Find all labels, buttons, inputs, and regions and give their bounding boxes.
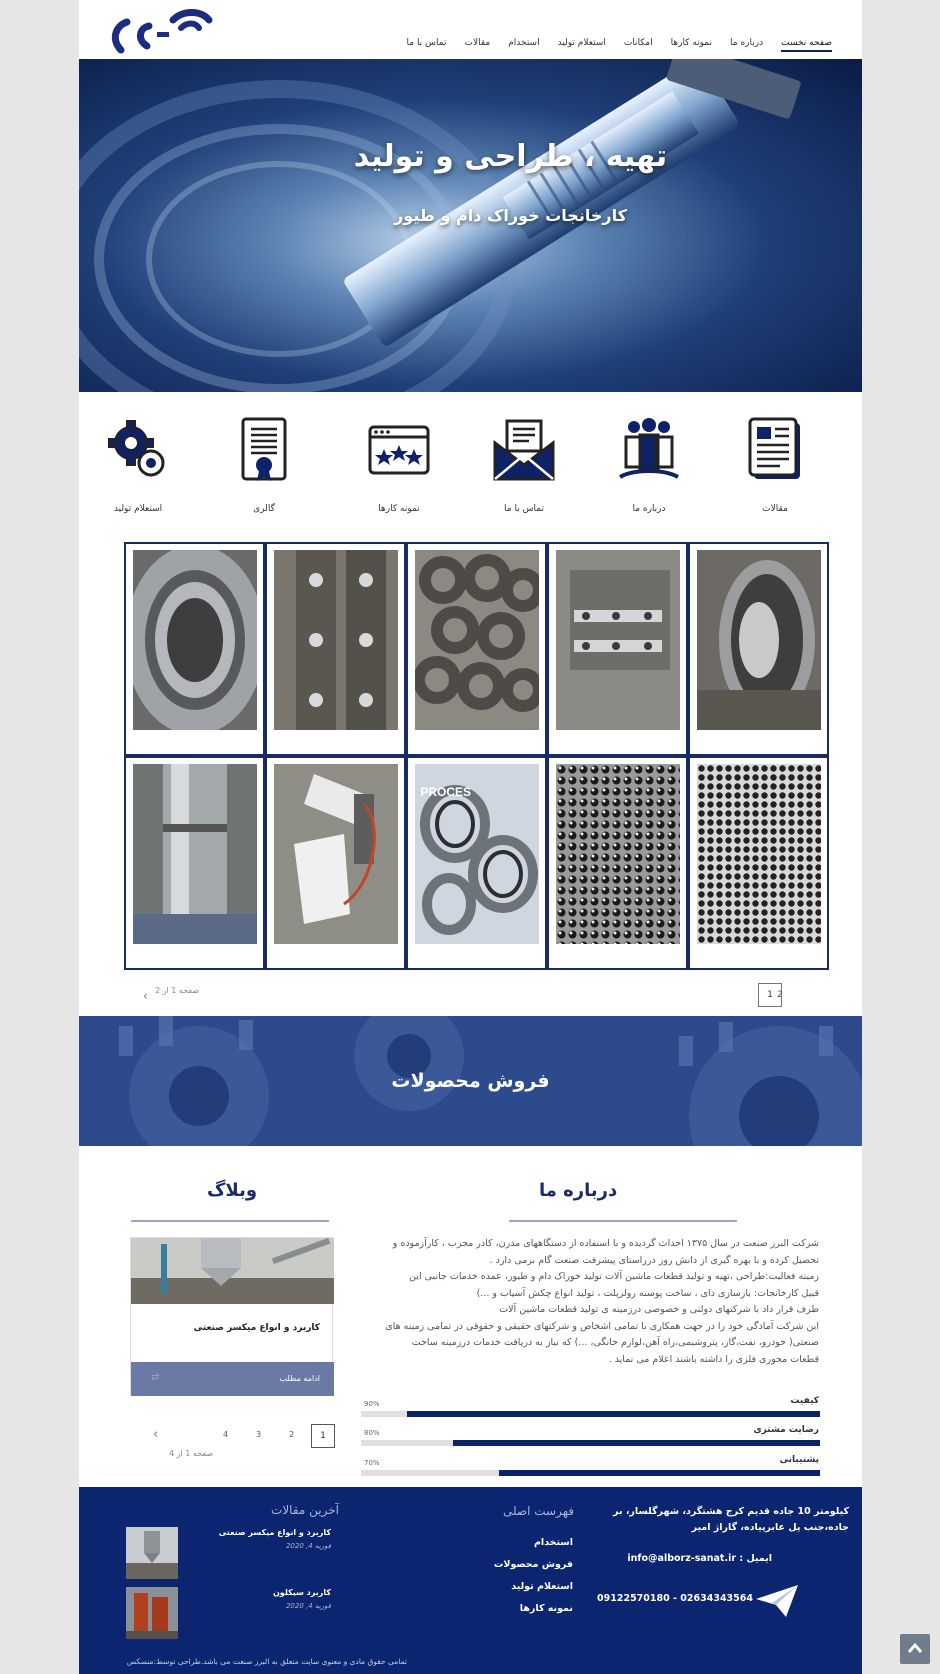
service-label: مقالات [762,504,788,514]
hero-subtitle: کارخانجات خوراک دام و طیور [394,206,627,225]
chevron-up-icon [900,1634,930,1664]
footer-address: کیلومتر 10 جاده قدیم کرج هشتگرد، شهرگلسار، بر جاده،جنب پل عابرپیاده، گاراژ امیر [613,1506,849,1533]
footer-post-date: فوریه 4, 2020 [285,1542,331,1550]
team-icon [614,415,684,485]
footer-link-production-inquiry[interactable]: استعلام تولید [511,1581,573,1592]
envelope-icon [489,415,559,485]
service-label: درباره ما [632,504,666,514]
about-text [359,1236,819,1368]
gallery-item[interactable] [547,542,688,756]
footer-link-jobs[interactable]: استخدام [533,1537,573,1548]
bar-percent-support: 70% [364,1459,380,1467]
gallery-image [556,550,680,730]
scroll-to-top-button[interactable] [900,1634,930,1664]
product-gallery [124,542,829,970]
chevron-left-icon[interactable]: ‹ [143,989,148,1003]
gallery-image [415,764,539,944]
blog-page-3-link[interactable]: 3 [256,1430,262,1439]
hero-title: تهیه ، طراحی و تولید [353,139,668,174]
certificate-icon [229,415,299,485]
bar-percent-satisfaction: 80% [364,1429,380,1437]
service-about[interactable] [594,415,704,514]
blog-page-summary: صفحه 1 از 4 [169,1449,214,1458]
blog-divider [131,1220,329,1222]
nav-item-jobs[interactable]: استخدام [508,38,540,48]
document-icon [740,415,810,485]
chevron-left-icon[interactable]: ‹ [153,1427,159,1442]
blog-post-image [131,1238,334,1304]
footer-post-title[interactable]: کاربرد سیکلون [272,1588,331,1597]
footer-post-date: فوریه 4, 2020 [285,1602,331,1610]
page-1-button[interactable]: 1 [758,983,782,1007]
read-more-label: ادامه مطلب [279,1374,320,1383]
progress-bar-quality [361,1411,820,1417]
gallery-image [133,550,257,730]
service-label: گالری [253,504,275,514]
page-summary: صفحه 1 از 2 [155,986,200,995]
about-line: شرکت البرز صنعت در سال ۱۳۷۵ احداث گردیده و با استفاده از دستگاههای مدرن، کادر مجرب ، کارآزموده و [392,1238,819,1249]
about-line: قطعات محوری فلزی را داشته باشند اعلام می نماید . [608,1353,819,1365]
share-icon[interactable]: ⇄ [151,1372,160,1383]
gallery-item[interactable] [265,756,406,970]
nav-item-about[interactable]: درباره ما [730,38,764,48]
footer-link-portfolio[interactable]: نمونه کارها [519,1603,573,1614]
blog-post-title[interactable]: کاربرد و انواع میکسر صنعتی [193,1323,320,1333]
progress-fill [407,1411,820,1417]
bar-label-support: پشتیبانی [779,1455,819,1465]
gallery-image [697,764,821,944]
nav-item-facilities[interactable]: امکانات [623,38,653,48]
gallery-overlay-text: PROCES [420,785,471,799]
blog-heading: وبلاگ [207,1180,258,1201]
about-divider [509,1220,737,1222]
site-footer [79,1487,862,1674]
nav-item-home[interactable]: صفحه نخست [781,38,832,52]
about-line: تحصیل کرده و با بهره گیری از دانش روز درراستای پیشرفت صنعت گام برمی دارد . [489,1254,819,1266]
blog-page-1-button[interactable]: 1 [311,1424,335,1448]
footer-link-products[interactable]: فروش محصولات [493,1559,573,1570]
blog-post-card[interactable] [130,1237,333,1395]
service-portfolio[interactable] [344,415,454,514]
footer-email[interactable]: ایمیل : info@alborz-sanat.ir [627,1553,772,1564]
main-nav [407,38,832,52]
gallery-image [697,550,821,730]
gallery-item[interactable] [265,542,406,756]
footer-post-title[interactable]: کاربرد و انواع میکسر صنعتی [218,1528,331,1537]
footer-phone[interactable]: 09122570180 - 02634343564 [597,1593,753,1604]
nav-item-production-inquiry[interactable]: استعلام تولید [557,38,606,48]
bar-percent-quality: 90% [364,1400,380,1408]
service-label: نمونه کارها [378,504,420,514]
about-line: طرف قرار داد با شرکتهای دولتی و خصوصی درزمینه ی تولید قطعات ماشین آلات [499,1304,819,1315]
blog-page-2-link[interactable]: 2 [289,1430,295,1439]
browser-stars-icon [364,415,434,485]
gallery-image [556,764,680,944]
gallery-image [274,550,398,730]
blog-page-4-link[interactable]: 4 [223,1430,229,1439]
paper-plane-icon [754,1583,800,1619]
gallery-item[interactable] [688,542,829,756]
footer-posts-heading: آخرین مقالات [271,1503,339,1517]
bar-label-satisfaction: رضایت مشتری [753,1425,819,1435]
gallery-image [274,764,398,944]
about-line: زمینه فعالیت:طراحی ،تهیه و تولید قطعات ماشین آلات تولید خوراک دام و طیور، عمده خدمات جانبی این [409,1271,819,1282]
nav-item-contact[interactable]: تماس با ما [406,38,447,48]
about-line: این شرکت آمادگی خود را در جهت همکاری با تمامی اشخاص و شرکتهای حقیقی و حقوقی در تمامی زمینه های [385,1320,819,1332]
gallery-image [133,764,257,944]
gallery-item[interactable] [124,542,265,756]
copyright-text: تمامی حقوق مادی و معنوی سایت متعلق به البرز صنعت می باشد.طراحی توسط:منسکس [126,1657,407,1666]
page [79,0,862,1674]
service-gallery[interactable] [209,415,319,514]
gallery-item[interactable] [406,756,547,970]
footer-post-thumb[interactable] [126,1587,178,1639]
progress-fill [453,1440,820,1446]
gears-icon [103,415,173,485]
gallery-item[interactable] [547,756,688,970]
read-more-button[interactable] [131,1362,334,1396]
gallery-image [415,550,539,730]
progress-bar-support [361,1470,820,1476]
products-banner[interactable] [79,1016,862,1146]
progress-bar-satisfaction [361,1440,820,1446]
footer-post-thumb[interactable] [126,1527,178,1579]
service-contact[interactable] [469,415,579,514]
page-2-link[interactable]: 2 [777,990,783,1000]
service-articles[interactable] [720,415,830,514]
service-label: استعلام تولید [113,504,163,514]
about-line: قبیل کارخانجات: بازسازی دای ، ساخت پوسته رولرپلت ، تولید انواع چکش آسیاب و ...) [476,1287,819,1299]
company-logo[interactable] [109,2,219,58]
gallery-item[interactable] [406,542,547,756]
bar-label-quality: کیفیت [790,1396,819,1406]
hero-image [79,59,862,392]
service-production-inquiry[interactable] [83,415,193,514]
banner-title: فروش محصولات [391,1070,550,1092]
nav-item-articles[interactable]: مقالات [464,38,491,48]
nav-item-portfolio[interactable]: نمونه کارها [670,38,713,48]
gallery-item[interactable] [124,756,265,970]
about-line: صنعتی( خودرو، نفت،گاز، پتروشیمی،راه آهن،لوازم خانگی، ...) که نیاز به دریافت خدمات درزمینه ساخت [411,1337,819,1348]
site-header [79,0,862,59]
progress-fill [499,1470,820,1476]
about-heading: درباره ما [539,1180,618,1201]
hero-slider [79,59,862,392]
gallery-item[interactable] [688,756,829,970]
footer-menu-heading: فهرست اصلی [502,1504,574,1518]
service-label: تماس با ما [504,504,544,514]
